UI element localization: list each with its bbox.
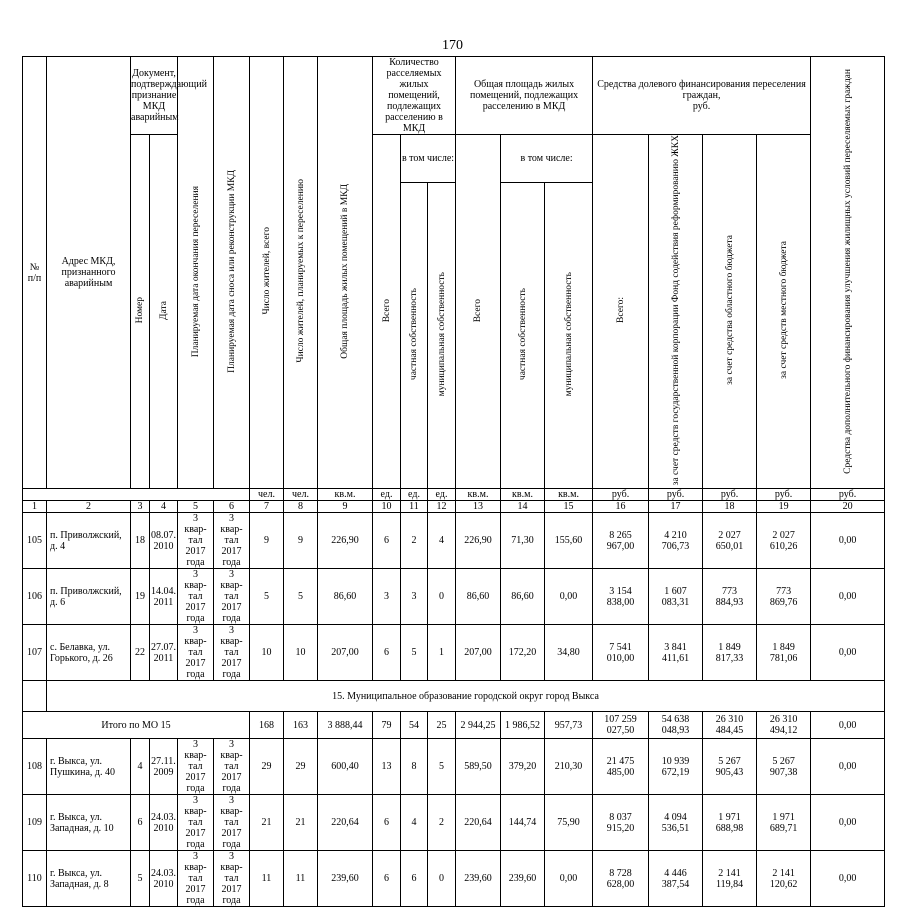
planned-demolition-cell: 3 квар- тал 2017 года [214, 739, 250, 795]
rooms-total-cell: 6 [373, 625, 401, 681]
funds-total-cell: 21 475 485,00 [593, 739, 649, 795]
planned-demolition-cell: 3 квар- тал 2017 года [214, 513, 250, 569]
total-funds-region-cell: 26 310 484,45 [703, 712, 757, 739]
unit-cell: ед. [428, 489, 456, 501]
funds-region-cell: 1 971 688,98 [703, 795, 757, 851]
unit-cell: чел. [284, 489, 318, 501]
column-number: 17 [649, 501, 703, 513]
doc-number-cell: 5 [131, 851, 150, 907]
rooms-private-cell: 5 [401, 625, 428, 681]
total-area-cell: 600,40 [318, 739, 373, 795]
residents-planned-cell: 29 [284, 739, 318, 795]
planned-demolition-cell: 3 квар- тал 2017 года [214, 625, 250, 681]
row-number: 109 [23, 795, 47, 851]
funds-total-cell: 3 154 838,00 [593, 569, 649, 625]
address-cell: с. Белавка, ул. Горького, д. 26 [47, 625, 131, 681]
row-number: 110 [23, 851, 47, 907]
header-planned-end: Планируемая дата окончания переселения [178, 57, 214, 489]
residents-total-cell: 10 [250, 625, 284, 681]
table-row [23, 569, 885, 625]
residents-planned-cell: 21 [284, 795, 318, 851]
column-number: 5 [178, 501, 214, 513]
area-municipal-cell: 34,80 [545, 625, 593, 681]
residents-total-cell: 21 [250, 795, 284, 851]
header-address: Адрес МКД, признанного аварийным [47, 57, 131, 489]
doc-number-cell: 4 [131, 739, 150, 795]
column-number: 14 [501, 501, 545, 513]
section-title: 15. Муниципальное образование городской округ город Выкса [47, 681, 885, 712]
header-funds-group: Средства долевого финансирования переселения граждан, руб. [593, 57, 811, 135]
rooms-private-cell: 2 [401, 513, 428, 569]
area-total-cell: 226,90 [456, 513, 501, 569]
doc-date-cell: 08.07. 2010 [150, 513, 178, 569]
funds-local-cell: 1 971 689,71 [757, 795, 811, 851]
total-extra-funds-cell: 0,00 [811, 712, 885, 739]
planned-end-cell: 3 квар- тал 2017 года [178, 513, 214, 569]
area-total-cell: 86,60 [456, 569, 501, 625]
unit-cell: кв.м. [545, 489, 593, 501]
funds-local-cell: 2 141 120,62 [757, 851, 811, 907]
rooms-private-cell: 3 [401, 569, 428, 625]
total-total-area-cell: 3 888,44 [318, 712, 373, 739]
funds-fund-cell: 4 446 387,54 [649, 851, 703, 907]
total-area-private-cell: 1 986,52 [501, 712, 545, 739]
doc-date-cell: 24.03. 2010 [150, 795, 178, 851]
header-num: № п/п [23, 57, 47, 489]
total-area-cell: 220,64 [318, 795, 373, 851]
header-area-incl: в том числе: [501, 135, 593, 183]
units-row [23, 489, 885, 501]
address-cell: п. Приволжский, д. 6 [47, 569, 131, 625]
rooms-total-cell: 6 [373, 795, 401, 851]
funds-total-cell: 8 037 915,20 [593, 795, 649, 851]
residents-total-cell: 5 [250, 569, 284, 625]
column-number: 13 [456, 501, 501, 513]
funds-local-cell: 2 027 610,26 [757, 513, 811, 569]
funds-local-cell: 773 869,76 [757, 569, 811, 625]
planned-end-cell: 3 квар- тал 2017 года [178, 625, 214, 681]
total-area-cell: 226,90 [318, 513, 373, 569]
funds-region-cell: 2 027 650,01 [703, 513, 757, 569]
extra-funds-cell: 0,00 [811, 569, 885, 625]
total-area-cell: 239,60 [318, 851, 373, 907]
rooms-municipal-cell: 0 [428, 569, 456, 625]
row-number: 105 [23, 513, 47, 569]
doc-number-cell: 19 [131, 569, 150, 625]
planned-end-cell: 3 квар- тал 2017 года [178, 795, 214, 851]
area-private-cell: 239,60 [501, 851, 545, 907]
doc-date-cell: 14.04. 2011 [150, 569, 178, 625]
header-funds-region: за счет средства областного бюджета [703, 135, 757, 489]
header-area-total: Всего [456, 135, 501, 489]
planned-end-cell: 3 квар- тал 2017 года [178, 851, 214, 907]
funds-total-cell: 8 265 967,00 [593, 513, 649, 569]
rooms-municipal-cell: 1 [428, 625, 456, 681]
area-municipal-cell: 210,30 [545, 739, 593, 795]
residents-planned-cell: 9 [284, 513, 318, 569]
header-extra-funds: Средства дополнительного финансирования улучшения жилищных условий переселяемых граждан [811, 57, 885, 489]
header-funds-local: за счет средств местного бюджета [757, 135, 811, 489]
header-planned-demolition: Планируемая дата сноса или реконструкции МКД [214, 57, 250, 489]
header-rooms-private: частная собственность [401, 182, 428, 489]
section-row [23, 681, 885, 712]
planned-end-cell: 3 квар- тал 2017 года [178, 739, 214, 795]
total-area-cell: 86,60 [318, 569, 373, 625]
unit-cell: ед. [401, 489, 428, 501]
header-area-group: Общая площадь жилых помещений, подлежащих расселению в МКД [456, 57, 593, 135]
header-doc-number: Номер [131, 135, 150, 489]
resettlement-table [22, 56, 885, 907]
unit-cell: кв.м. [456, 489, 501, 501]
column-number: 15 [545, 501, 593, 513]
unit-cell: руб. [811, 489, 885, 501]
planned-demolition-cell: 3 квар- тал 2017 года [214, 569, 250, 625]
total-funds-local-cell: 26 310 494,12 [757, 712, 811, 739]
area-municipal-cell: 155,60 [545, 513, 593, 569]
doc-date-cell: 27.11. 2009 [150, 739, 178, 795]
total-area-total-cell: 2 944,25 [456, 712, 501, 739]
page-number: 170 [442, 38, 463, 53]
residents-planned-cell: 10 [284, 625, 318, 681]
funds-region-cell: 2 141 119,84 [703, 851, 757, 907]
funds-fund-cell: 4 094 536,51 [649, 795, 703, 851]
column-number: 16 [593, 501, 649, 513]
column-number: 20 [811, 501, 885, 513]
funds-total-cell: 7 541 010,00 [593, 625, 649, 681]
column-number: 12 [428, 501, 456, 513]
unit-cell: руб. [757, 489, 811, 501]
doc-date-cell: 24.03. 2010 [150, 851, 178, 907]
total-rooms-municipal-cell: 25 [428, 712, 456, 739]
address-cell: г. Выкса, ул. Западная, д. 8 [47, 851, 131, 907]
area-municipal-cell: 0,00 [545, 851, 593, 907]
unit-cell: руб. [649, 489, 703, 501]
rooms-total-cell: 13 [373, 739, 401, 795]
area-total-cell: 220,64 [456, 795, 501, 851]
rooms-total-cell: 6 [373, 851, 401, 907]
doc-date-cell: 27.07. 2011 [150, 625, 178, 681]
table-row [23, 851, 885, 907]
header-funds-total: Всего: [593, 135, 649, 489]
table-row [23, 513, 885, 569]
planned-end-cell: 3 квар- тал 2017 года [178, 569, 214, 625]
column-number: 11 [401, 501, 428, 513]
column-number: 18 [703, 501, 757, 513]
funds-local-cell: 5 267 907,38 [757, 739, 811, 795]
column-number: 19 [757, 501, 811, 513]
area-private-cell: 379,20 [501, 739, 545, 795]
unit-cell: чел. [250, 489, 284, 501]
total-funds-fund-cell: 54 638 048,93 [649, 712, 703, 739]
total-rooms-private-cell: 54 [401, 712, 428, 739]
funds-region-cell: 5 267 905,43 [703, 739, 757, 795]
funds-total-cell: 8 728 628,00 [593, 851, 649, 907]
total-area-municipal-cell: 957,73 [545, 712, 593, 739]
unit-cell: кв.м. [318, 489, 373, 501]
unit-cell: ед. [373, 489, 401, 501]
area-municipal-cell: 75,90 [545, 795, 593, 851]
column-number: 7 [250, 501, 284, 513]
rooms-private-cell: 4 [401, 795, 428, 851]
address-cell: г. Выкса, ул. Пушкина, д. 40 [47, 739, 131, 795]
rooms-municipal-cell: 0 [428, 851, 456, 907]
table-row [23, 795, 885, 851]
column-number: 1 [23, 501, 47, 513]
funds-region-cell: 773 884,93 [703, 569, 757, 625]
area-municipal-cell: 0,00 [545, 569, 593, 625]
unit-cell: кв.м. [501, 489, 545, 501]
header-area-private: частная собственность [501, 182, 545, 489]
doc-number-cell: 18 [131, 513, 150, 569]
rooms-total-cell: 6 [373, 513, 401, 569]
header-funds-fund: за счет средств государственной корпорации Фонд содействия реформированию ЖКХ [649, 135, 703, 489]
total-residents-total-cell: 168 [250, 712, 284, 739]
table-row [23, 625, 885, 681]
total-row [23, 712, 885, 739]
extra-funds-cell: 0,00 [811, 739, 885, 795]
funds-fund-cell: 10 939 672,19 [649, 739, 703, 795]
doc-number-cell: 22 [131, 625, 150, 681]
column-number: 9 [318, 501, 373, 513]
address-cell: г. Выкса, ул. Западная, д. 10 [47, 795, 131, 851]
doc-number-cell: 6 [131, 795, 150, 851]
row-number: 106 [23, 569, 47, 625]
area-private-cell: 86,60 [501, 569, 545, 625]
funds-region-cell: 1 849 817,33 [703, 625, 757, 681]
table-row [23, 739, 885, 795]
row-number: 108 [23, 739, 47, 795]
column-number: 8 [284, 501, 318, 513]
funds-fund-cell: 1 607 083,31 [649, 569, 703, 625]
header-document: Документ, подтверждающий признание МКД аварийным [131, 57, 178, 135]
column-number: 10 [373, 501, 401, 513]
section-num-blank [23, 681, 47, 712]
residents-planned-cell: 11 [284, 851, 318, 907]
header-residents-planned: Число жителей, планируемых к переселению [284, 57, 318, 489]
column-number: 3 [131, 501, 150, 513]
funds-fund-cell: 3 841 411,61 [649, 625, 703, 681]
residents-total-cell: 29 [250, 739, 284, 795]
header-doc-date: Дата [150, 135, 178, 489]
residents-total-cell: 11 [250, 851, 284, 907]
header-rooms-total: Всего [373, 135, 401, 489]
funds-fund-cell: 4 210 706,73 [649, 513, 703, 569]
total-residents-planned-cell: 163 [284, 712, 318, 739]
planned-demolition-cell: 3 квар- тал 2017 года [214, 795, 250, 851]
planned-demolition-cell: 3 квар- тал 2017 года [214, 851, 250, 907]
total-rooms-total-cell: 79 [373, 712, 401, 739]
total-funds-total-cell: 107 259 027,50 [593, 712, 649, 739]
unit-cell: руб. [593, 489, 649, 501]
area-total-cell: 207,00 [456, 625, 501, 681]
extra-funds-cell: 0,00 [811, 513, 885, 569]
header-rooms-municipal: муниципальная собственность [428, 182, 456, 489]
column-number: 2 [47, 501, 131, 513]
address-cell: п. Приволжский, д. 4 [47, 513, 131, 569]
header-rooms-incl: в том числе: [401, 135, 456, 183]
column-number: 6 [214, 501, 250, 513]
extra-funds-cell: 0,00 [811, 851, 885, 907]
header-rooms-group: Количество расселяемых жилых помещений, подлежащих расселению в МКД [373, 57, 456, 135]
area-private-cell: 144,74 [501, 795, 545, 851]
header-area-municipal: муниципальная собственность [545, 182, 593, 489]
total-area-cell: 207,00 [318, 625, 373, 681]
rooms-municipal-cell: 4 [428, 513, 456, 569]
column-numbers-row [23, 501, 885, 513]
funds-local-cell: 1 849 781,06 [757, 625, 811, 681]
header-total-area: Общая площадь жилых помещений в МКД [318, 57, 373, 489]
total-label: Итого по МО 15 [23, 712, 250, 739]
area-total-cell: 589,50 [456, 739, 501, 795]
area-private-cell: 71,30 [501, 513, 545, 569]
rooms-total-cell: 3 [373, 569, 401, 625]
residents-total-cell: 9 [250, 513, 284, 569]
rooms-municipal-cell: 5 [428, 739, 456, 795]
rooms-private-cell: 8 [401, 739, 428, 795]
extra-funds-cell: 0,00 [811, 625, 885, 681]
extra-funds-cell: 0,00 [811, 795, 885, 851]
rooms-private-cell: 6 [401, 851, 428, 907]
area-private-cell: 172,20 [501, 625, 545, 681]
row-number: 107 [23, 625, 47, 681]
column-number: 4 [150, 501, 178, 513]
unit-cell: руб. [703, 489, 757, 501]
header-residents-total: Число жителей, всего [250, 57, 284, 489]
rooms-municipal-cell: 2 [428, 795, 456, 851]
residents-planned-cell: 5 [284, 569, 318, 625]
units-blank [23, 489, 250, 501]
area-total-cell: 239,60 [456, 851, 501, 907]
